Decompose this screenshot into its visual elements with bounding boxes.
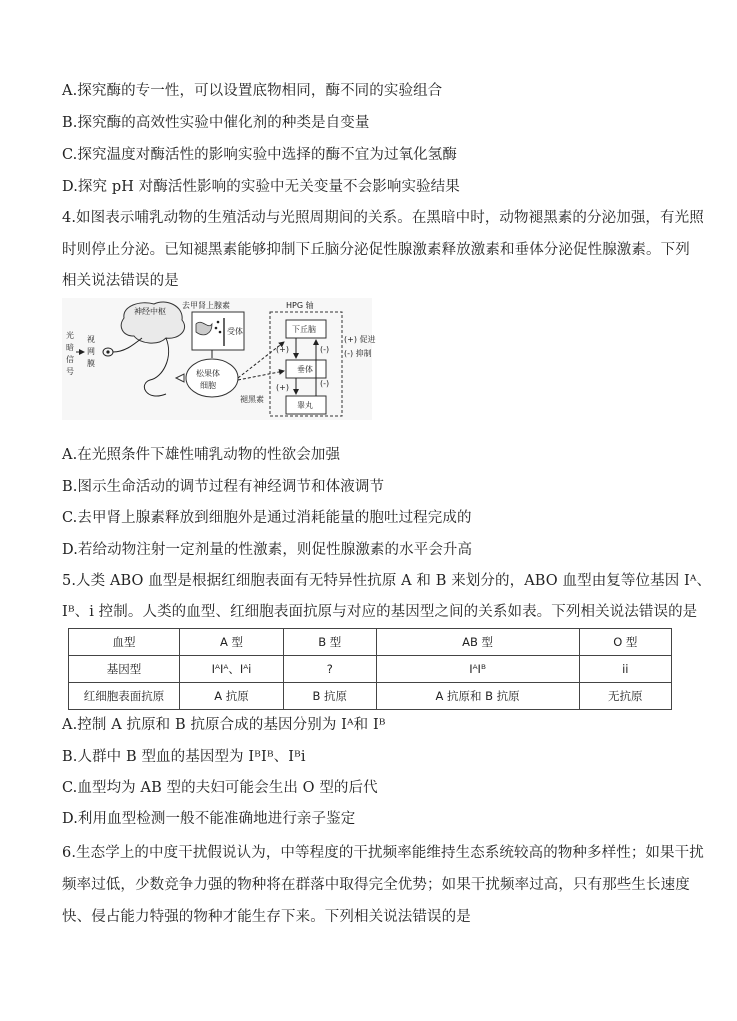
legend-promote: (+) 促进 [344,335,376,344]
table-cell: 基因型 [69,656,180,683]
table-cell: IᴬIᴬ、Iᴬi [180,656,284,683]
q3-option-a: A.探究酶的专一性，可以设置底物相同，酶不同的实验组合 [62,83,443,99]
norepinephrine-label: 去甲肾上腺素 [182,301,230,310]
light-signal-char-3: 信 [66,355,74,364]
table-row [69,656,672,683]
q5-stem-line-2: Iᴮ、i 控制。人类的血型、红细胞表面抗原与对应的基因型之间的关系如表。下列相关说法错误的是 [62,604,698,620]
nerve-center-label: 神经中枢 [134,307,166,316]
table-cell: A 抗原和 B 抗原 [376,683,579,710]
retina-char-2: 网 [87,347,95,356]
q5-option-a: A.控制 A 抗原和 B 抗原合成的基因分别为 Iᴬ和 Iᴮ [62,717,386,733]
q5-option-d: D.利用血型检测一般不能准确地进行亲子鉴定 [62,811,356,827]
q4-stem-line-2: 时则停止分泌。已知褪黑素能够抑制下丘脑分泌促性腺激素释放激素和垂体分泌促性腺激素。下列 [62,242,690,258]
hpg-axis-title: HPG 轴 [286,301,314,310]
q4-stem-line-3: 相关说法错误的是 [62,273,179,289]
table-cell: 红细胞表面抗原 [69,683,180,710]
table-cell: A 型 [180,629,284,656]
light-signal-char-1: 光 [66,331,74,340]
table-cell: ii [579,656,671,683]
table-cell: 血型 [69,629,180,656]
plus-sign-1: (+) [276,345,289,354]
q5-option-b: B.人群中 B 型血的基因型为 IᴮIᴮ、Iᴮi [62,749,306,765]
minus-sign-2: (-) [320,379,330,388]
light-signal-char-2: 暗 [66,343,74,352]
q4-option-d: D.若给动物注射一定剂量的性激素，则促性腺激素的水平会升高 [62,542,473,558]
table-cell: IᴬIᴮ [376,656,579,683]
retina-char-3: 膜 [87,359,95,368]
table-cell: A 抗原 [180,683,284,710]
pineal-cell [186,359,238,397]
q4-option-a: A.在光照条件下雄性哺乳动物的性欲会加强 [62,447,341,463]
hypothalamus-label: 下丘脑 [292,325,316,334]
pineal-label-1: 松果体 [196,369,220,378]
testis-label: 睾丸 [297,401,313,410]
q6-stem-line-1: 6.生态学上的中度干扰假说认为，中等程度的干扰频率能维持生态系统较高的物种多样性；如果干扰 [62,845,704,861]
table-cell: AB 型 [376,629,579,656]
table-cell: O 型 [579,629,671,656]
legend-inhibit: (-) 抑制 [344,349,372,358]
retina-char-1: 视 [87,335,95,344]
q4-diagram [62,298,376,420]
q6-stem-line-2: 频率过低，少数竞争力强的物种将在群落中取得完全优势；如果干扰频率过高，只有那些生长速度 [62,877,690,893]
q5-option-c: C.血型均为 AB 型的夫妇可能会生出 O 型的后代 [62,780,378,796]
receptor-label: 受体 [227,327,243,336]
q3-option-b: B.探究酶的高效性实验中催化剂的种类是自变量 [62,115,370,131]
melatonin-label: 褪黑素 [240,395,264,404]
q3-option-c: C.探究温度对酶活性的影响实验中选择的酶不宜为过氧化氢酶 [62,147,457,163]
table-cell: B 型 [284,629,376,656]
q3-option-d: D.探究 pH 对酶活性影响的实验中无关变量不会影响实验结果 [62,179,460,195]
table-cell: B 抗原 [284,683,376,710]
table-header-row [69,629,672,656]
q5-stem-line-1: 5.人类 ABO 血型是根据红细胞表面有无特异性抗原 A 和 B 来划分的，ABO 血型由复等位基因 Iᴬ、 [62,573,712,589]
pituitary-label: 垂体 [297,365,313,374]
table-row [69,683,672,710]
q4-option-b: B.图示生命活动的调节过程有神经调节和体液调节 [62,479,385,495]
table-cell: 无抗原 [579,683,671,710]
plus-sign-2: (+) [276,383,289,392]
table-cell: ? [284,656,376,683]
pineal-label-2: 细胞 [200,381,216,390]
q6-stem-line-3: 快、侵占能力特强的物种才能生存下来。下列相关说法错误的是 [62,909,471,925]
q4-stem-line-1: 4.如图表示哺乳动物的生殖活动与光照周期间的关系。在黑暗中时，动物褪黑素的分泌加强，有光照 [62,210,704,226]
q4-option-c: C.去甲肾上腺素释放到细胞外是通过消耗能量的胞吐过程完成的 [62,510,472,526]
minus-sign-1: (-) [320,345,330,354]
blood-type-table [68,628,672,710]
light-signal-char-4: 号 [66,367,74,376]
